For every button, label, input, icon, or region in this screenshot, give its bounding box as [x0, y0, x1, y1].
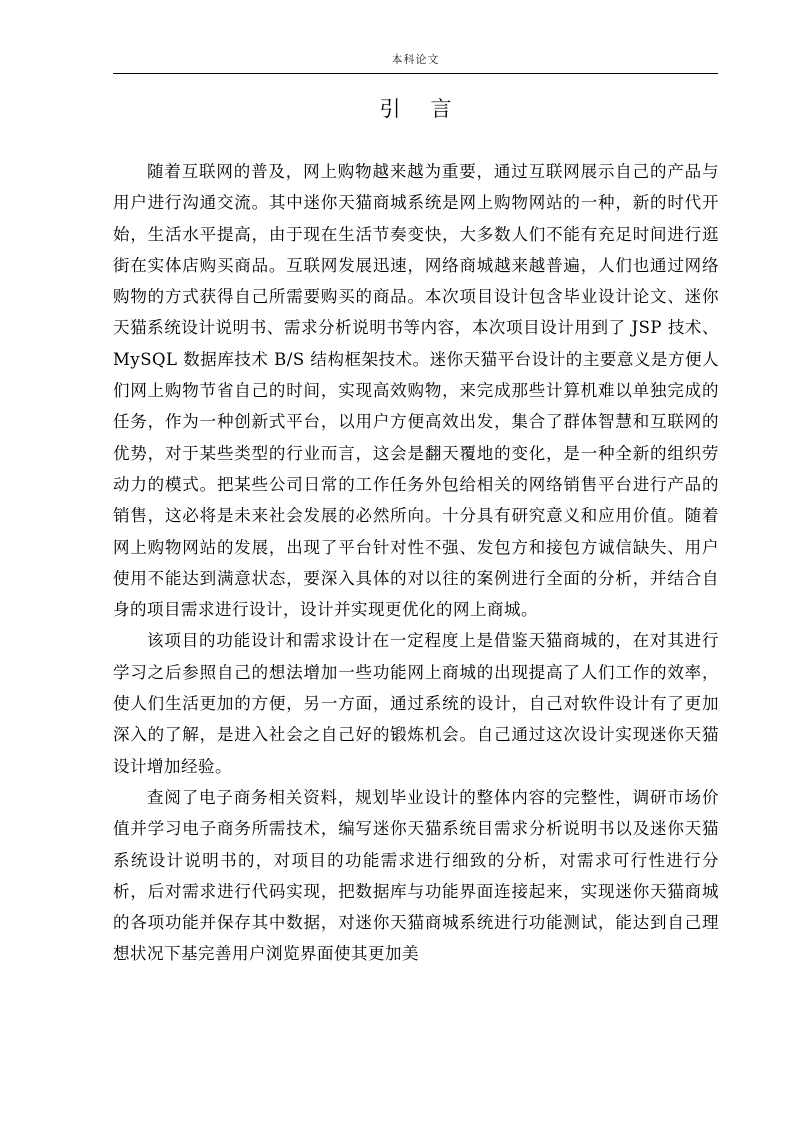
running-header: 本科论文 — [391, 53, 440, 66]
paragraph-1: 随着互联网的普及，网上购物越来越为重要，通过互联网展示自己的产品与用户进行沟通交流。其中迷你天猫商城系统是网上购物网站的一种，新的时代开始，生活水平提高，由于现在生活节奏变快，大多数人们不能有充足时间进行逛街在实体店购买商品。互联网发展迅速，网络商城越来越普遍，人们也通过网络购物的方式获得自己所需要购买的商品。本次项目设计包含毕业设计论文、迷你天猫系统设计说明书、需求分析说明书等内容，本次项目设计用到了 JSP 技术、MySQL 数据库技术 B/S 结构框架技术。迷你天猫平台设计的主要意义是方便人们网上购物节省自己的时间，实现高效购物，来完成那些计算机难以单独完成的任务，作为一种创新式平台，以用户方便高效出发，集合了群体智慧和互联网的优势，对于某些类型的行业而言，这会是翻天覆地的变化，是一种全新的组织劳动力的模式。把某些公司日常的工作任务外包给相关的网络销售平台进行产品的销售，这必将是未来社会发展的必然所向。十分具有研究意义和应用价值。随着网上购物网站的发展，出现了平台针对性不强、发包方和接包方诚信缺失、用户使用不能达到满意状态，要深入具体的对以往的案例进行全面的分析，并结合自身的项目需求进行设计，设计并实现更优化的网上商城。 — [113, 162, 719, 620]
page-title: 引言 — [379, 97, 482, 121]
header-rule — [113, 73, 718, 74]
paragraph-2: 该项目的功能设计和需求设计在一定程度上是借鉴天猫商城的，在对其进行学习之后参照自己的想法增加一些功能网上商城的出现提高了人们工作的效率，使人们生活更加的方便，另一方面，通过系统的设计，自己对软件设计有了更加深入的了解，是进入社会之自己好的锻炼机会。自己通过这次设计实现迷你天猫设计增加经验。 — [113, 631, 719, 776]
body-text — [113, 156, 719, 970]
paragraph-3: 查阅了电子商务相关资料，规划毕业设计的整体内容的完整性，调研市场价值并学习电子商务所需技术，编写迷你天猫系统目需求分析说明书以及迷你天猫系统设计说明书的，对项目的功能需求进行细致的分析，对需求可行性进行分析，后对需求进行代码实现，把数据库与功能界面连接起来，实现迷你天猫商城的各项功能并保存其中数据，对迷你天猫商城系统进行功能测试，能达到自己理想状况下基完善用户浏览界面使其更加美 — [113, 787, 719, 964]
